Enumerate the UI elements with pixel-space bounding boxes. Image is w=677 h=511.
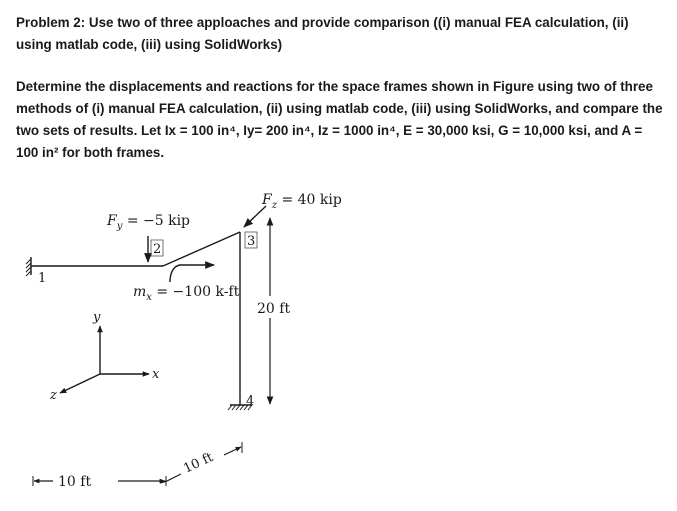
node-3-label: 3 [247, 234, 256, 249]
z-axis-label: z [50, 388, 57, 403]
problem-statement: Determine the displacements and reactions for the space frames shown in Figure using two of three methods of (i) manual FEA calculation, (ii) using matlab code, (iii) using SolidWorks, and compare the two sets of results. Let Ix = 100 in⁴, Iy= 200 in⁴, Iz = 1000 in⁴, E = 30,000 ksi, G = 10,000 ksi, and A = 100 in² for both frames. [16, 79, 663, 160]
fixed-support-node-1 [26, 257, 31, 276]
dim-diag-line-start [167, 474, 181, 481]
fz-load-label: $F_z = 40$ kip [262, 192, 342, 211]
mx-moment-label: $m_x = -100$ k-ft [133, 284, 240, 303]
dim-left-label: 10 ft [58, 474, 92, 490]
node-1-label: 1 [38, 271, 47, 286]
member-2-3 [163, 232, 240, 266]
dim-height-label: 20 ft [257, 301, 291, 317]
node-4-label: 4 [246, 394, 255, 409]
fz-load-arrow [244, 206, 266, 227]
coordinate-axes [49, 310, 160, 403]
node-2-label: 2 [153, 242, 162, 257]
y-axis-label: y [93, 310, 101, 325]
problem-title: Problem 2: Use two of three apploaches and provide comparison ((i) manual FEA calculation, (ii) using matlab code, (iii) using SolidWorks) [16, 15, 629, 52]
fy-load-label: $F_y = -5$ kip [107, 213, 191, 232]
x-axis-label: x [152, 367, 160, 382]
dim-diag-arrow-end [224, 447, 241, 455]
dim-diag-label: 10 ft [181, 450, 216, 477]
mx-moment-arrow [170, 265, 214, 282]
z-axis-arrow [60, 374, 100, 393]
